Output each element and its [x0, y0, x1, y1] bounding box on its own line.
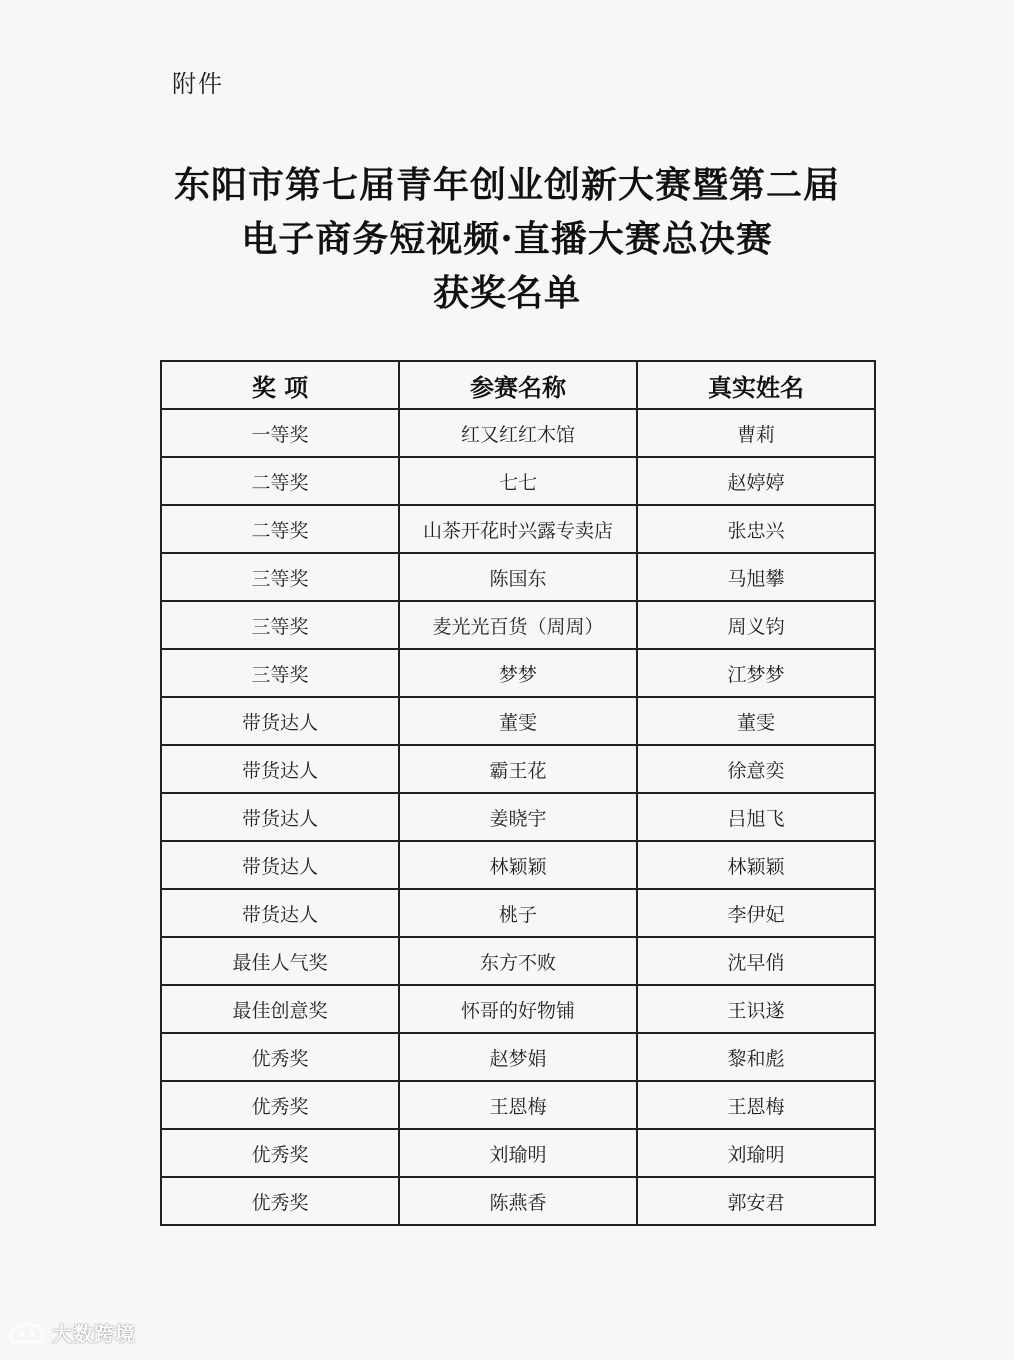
cell-real-name: 马旭攀: [637, 553, 875, 601]
cell-real-name: 郭安君: [637, 1177, 875, 1225]
table-row: [161, 409, 875, 457]
cell-real-name: 黎和彪: [637, 1033, 875, 1081]
cell-real-name: 王识遂: [637, 985, 875, 1033]
cell-entry-name: 怀哥的好物铺: [399, 985, 637, 1033]
header-entry-name: 参赛名称: [399, 361, 637, 409]
brand-logo-icon: [8, 1319, 46, 1347]
cell-real-name: 张忠兴: [637, 505, 875, 553]
cell-award: 带货达人: [161, 697, 399, 745]
cell-real-name: 刘瑜明: [637, 1129, 875, 1177]
cell-award: 二等奖: [161, 457, 399, 505]
cell-entry-name: 王恩梅: [399, 1081, 637, 1129]
table-row: [161, 745, 875, 793]
cell-entry-name: 董雯: [399, 697, 637, 745]
attachment-label: 附件: [172, 70, 224, 98]
table-row: [161, 937, 875, 985]
title-line-1: 东阳市第七届青年创业创新大赛暨第二届: [173, 164, 840, 206]
table-row: [161, 649, 875, 697]
cell-award: 优秀奖: [161, 1129, 399, 1177]
cell-real-name: 王恩梅: [637, 1081, 875, 1129]
cell-entry-name: 林颖颖: [399, 841, 637, 889]
cell-real-name: 李伊妃: [637, 889, 875, 937]
cell-real-name: 曹莉: [637, 409, 875, 457]
table-row: [161, 793, 875, 841]
table-row: [161, 841, 875, 889]
cell-real-name: 徐意奕: [637, 745, 875, 793]
cell-award: 优秀奖: [161, 1177, 399, 1225]
cell-award: 三等奖: [161, 649, 399, 697]
cell-entry-name: 梦梦: [399, 649, 637, 697]
cell-award: 二等奖: [161, 505, 399, 553]
cell-real-name: 沈早俏: [637, 937, 875, 985]
cell-award: 一等奖: [161, 409, 399, 457]
table-header-row: [161, 361, 875, 409]
cell-award: 优秀奖: [161, 1033, 399, 1081]
header-real-name: 真实姓名: [637, 361, 875, 409]
cell-entry-name: 赵梦娟: [399, 1033, 637, 1081]
cell-entry-name: 桃子: [399, 889, 637, 937]
cell-award: 最佳创意奖: [161, 985, 399, 1033]
cell-award: 带货达人: [161, 841, 399, 889]
cell-award: 带货达人: [161, 745, 399, 793]
cell-award: 带货达人: [161, 793, 399, 841]
cell-entry-name: 姜晓宇: [399, 793, 637, 841]
cell-entry-name: 陈燕香: [399, 1177, 637, 1225]
cell-real-name: 周义钧: [637, 601, 875, 649]
cell-award: 带货达人: [161, 889, 399, 937]
cell-award: 三等奖: [161, 601, 399, 649]
table-row: [161, 505, 875, 553]
cell-award: 最佳人气奖: [161, 937, 399, 985]
table-row: [161, 985, 875, 1033]
cell-real-name: 吕旭飞: [637, 793, 875, 841]
cell-real-name: 江梦梦: [637, 649, 875, 697]
table-row: [161, 1081, 875, 1129]
table-row: [161, 697, 875, 745]
watermark-text: 大数跨境: [52, 1322, 136, 1346]
cell-entry-name: 麦光光百货（周周）: [399, 601, 637, 649]
header-award: 奖 项: [161, 361, 399, 409]
cell-real-name: 董雯: [637, 697, 875, 745]
document-title: [0, 158, 1014, 320]
table-row: [161, 553, 875, 601]
cell-entry-name: 东方不败: [399, 937, 637, 985]
cell-entry-name: 霸王花: [399, 745, 637, 793]
cell-real-name: 林颖颖: [637, 841, 875, 889]
title-line-3: 获奖名单: [432, 272, 581, 314]
title-line-2: 电子商务短视频·直播大赛总决赛: [241, 218, 773, 260]
table-row: [161, 457, 875, 505]
cell-award: 优秀奖: [161, 1081, 399, 1129]
table-row: [161, 1177, 875, 1225]
table-row: [161, 601, 875, 649]
cell-entry-name: 红又红红木馆: [399, 409, 637, 457]
cell-entry-name: 七七: [399, 457, 637, 505]
cell-award: 三等奖: [161, 553, 399, 601]
watermark: [8, 1318, 136, 1347]
table-row: [161, 1033, 875, 1081]
award-table: [160, 360, 876, 1226]
cell-entry-name: 刘瑜明: [399, 1129, 637, 1177]
cell-entry-name: 陈国东: [399, 553, 637, 601]
cell-entry-name: 山茶开花时兴露专卖店: [399, 505, 637, 553]
table-row: [161, 1129, 875, 1177]
table-row: [161, 889, 875, 937]
cell-real-name: 赵婷婷: [637, 457, 875, 505]
